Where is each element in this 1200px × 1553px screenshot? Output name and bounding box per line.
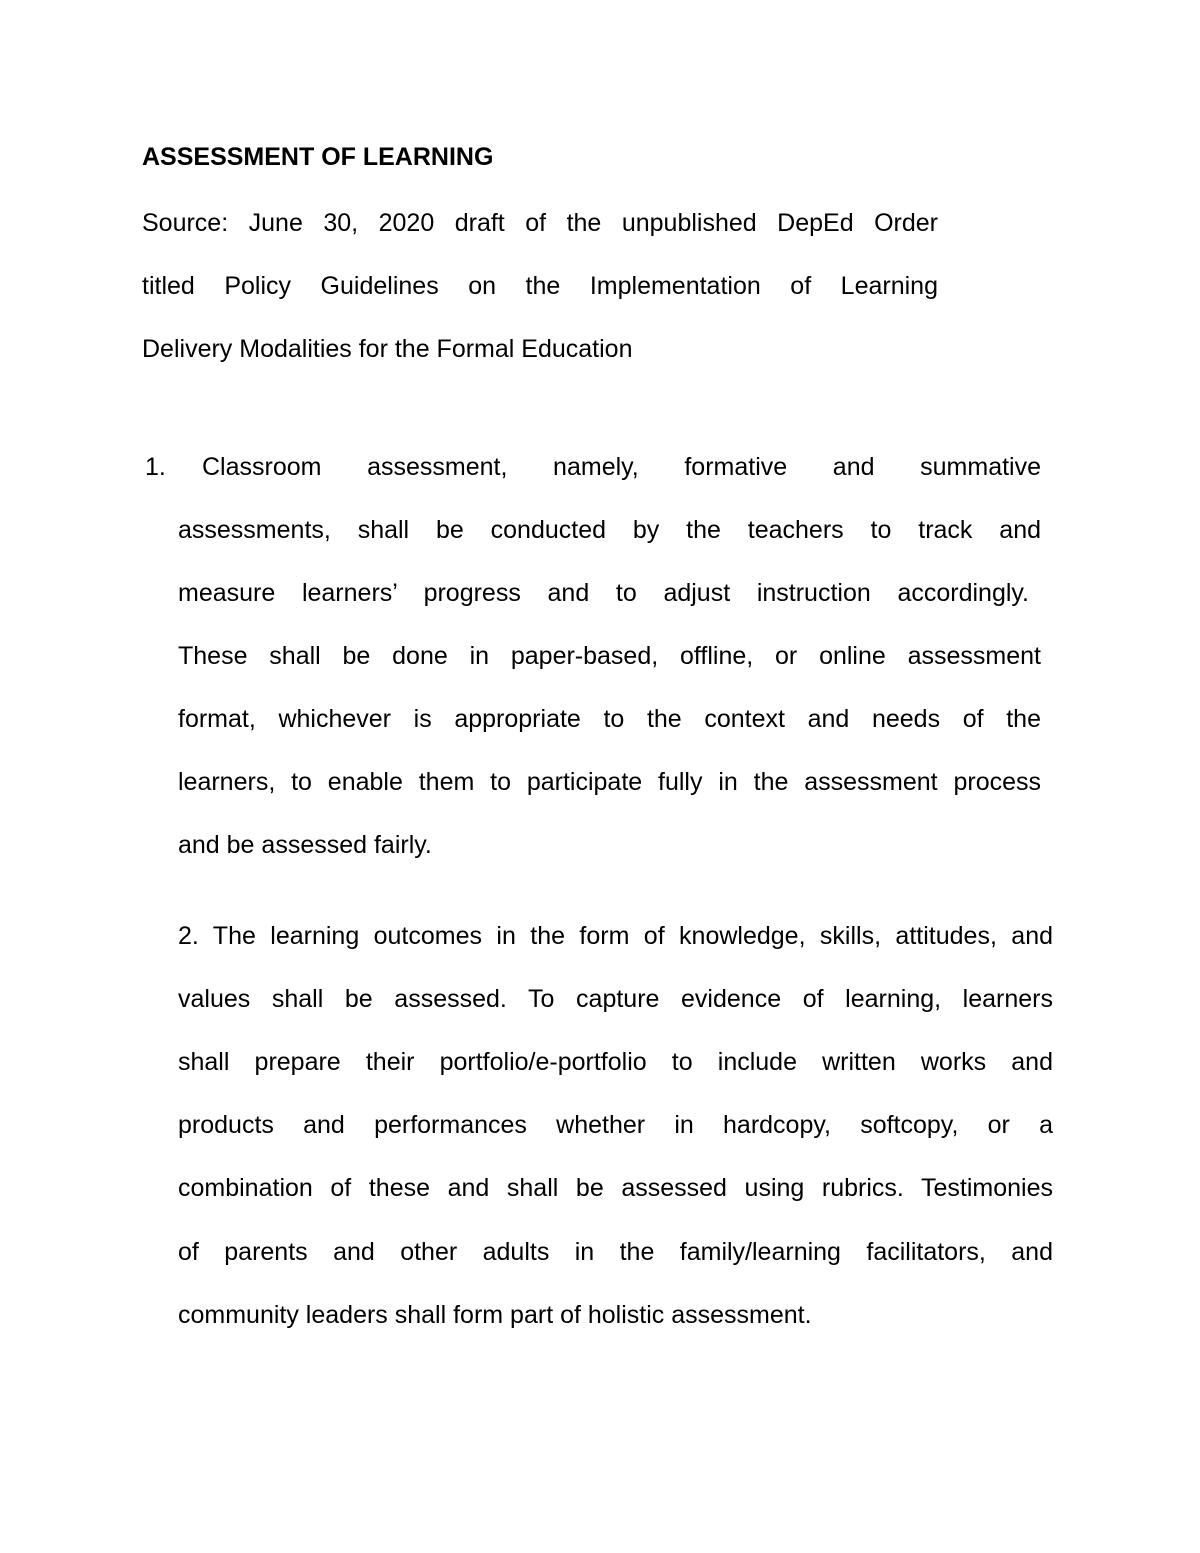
item-1-line: measure learners’ progress and to adjust instruction accordingly. (178, 579, 1029, 607)
item-1-line: assessments, shall be conducted by the teachers to track and (178, 516, 1041, 544)
item-1-line: format, whichever is appropriate to the context and needs of the (178, 705, 1041, 733)
item-1-number: 1. (145, 453, 166, 481)
item-1-line: These shall be done in paper-based, offline, or online assessment (178, 642, 1041, 670)
item-1-line: learners, to enable them to participate fully in the assessment process (178, 768, 1041, 796)
item-1-line: Classroom assessment, namely, formative and summative (202, 453, 1041, 481)
item-2-line: values shall be assessed. To capture evidence of learning, learners (178, 985, 1053, 1013)
document-title: ASSESSMENT OF LEARNING (142, 143, 494, 171)
item-2-line: of parents and other adults in the family/learning facilitators, and (178, 1238, 1053, 1266)
source-line-2: titled Policy Guidelines on the Implementation of Learning (142, 272, 938, 300)
source-line-1: Source: June 30, 2020 draft of the unpublished DepEd Order (142, 209, 938, 237)
item-2-line: products and performances whether in hardcopy, softcopy, or a (178, 1111, 1053, 1139)
item-2-line: shall prepare their portfolio/e-portfolio to include written works and (178, 1048, 1053, 1076)
item-2-line: 2. The learning outcomes in the form of knowledge, skills, attitudes, and (178, 922, 1053, 950)
source-line-3: Delivery Modalities for the Formal Education (142, 335, 633, 363)
item-2-line: community leaders shall form part of holistic assessment. (178, 1301, 812, 1329)
item-2-line: combination of these and shall be assessed using rubrics. Testimonies (178, 1174, 1053, 1202)
item-1-line: and be assessed fairly. (178, 831, 432, 859)
